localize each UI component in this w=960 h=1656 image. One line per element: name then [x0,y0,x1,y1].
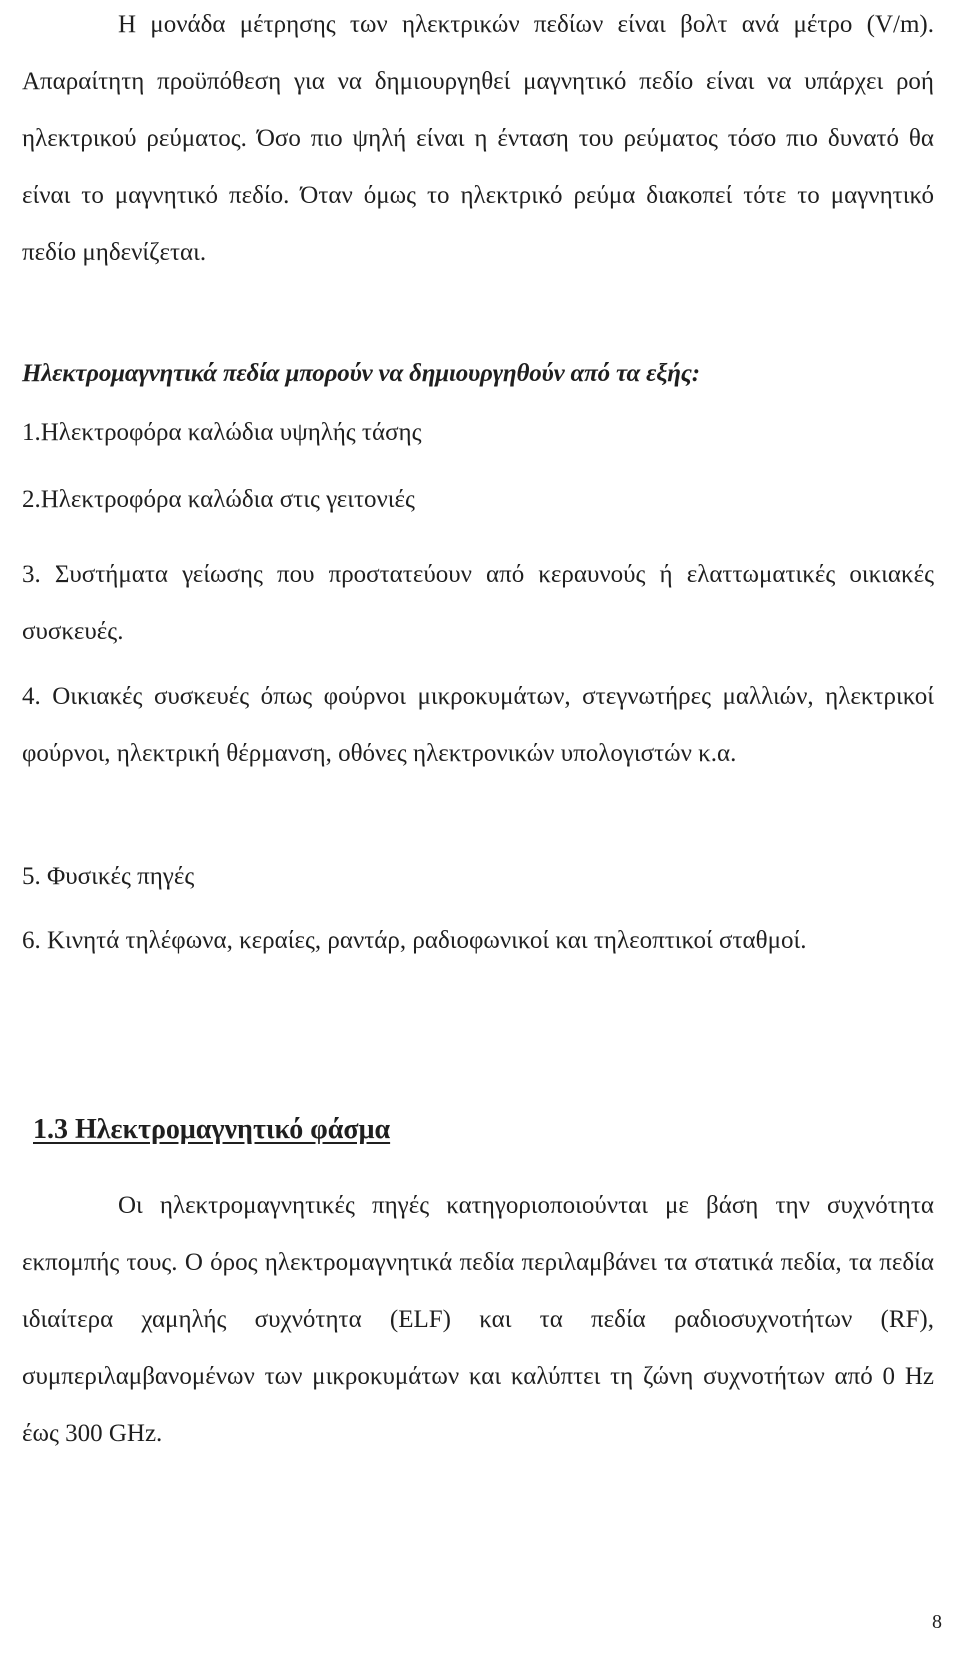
source-item-3: 3. Συστήματα γείωσης που προστατεύουν από κεραυνούς ή ελαττωματικές οικιακές συσκευές. [22,561,934,645]
source-item-4: 4. Οικιακές συσκευές όπως φούρνοι μικροκυμάτων, στεγνωτήρες μαλλιών, ηλεκτρικοί φούρνοι, ηλεκτρική θέρμανση, οθόνες ηλεκτρονικών υπολογιστών κ.α. [22,683,934,767]
source-item-1: 1.Ηλεκτροφόρα καλώδια υψηλής τάσης [22,419,422,446]
intro-paragraph: Η μονάδα μέτρησης των ηλεκτρικών πεδίων είναι βολτ ανά μέτρο (V/m). Απαραίτητη προϋπόθεση για να δημιουργηθεί μαγνητικό πεδίο είναι να υπάρχει ροή ηλεκτρικού ρεύματος. Όσο πιο ψηλή είναι η ένταση του ρεύματος τόσο πιο δυνατό θα είναι το μαγνητικό πεδίο. Όταν όμως το ηλεκτρικό ρεύμα διακοπεί τότε το μαγνητικό πεδίο μηδενίζεται. [22,11,934,266]
source-item-2: 2.Ηλεκτροφόρα καλώδια στις γειτονιές [22,486,415,513]
section-paragraph: Οι ηλεκτρομαγνητικές πηγές κατηγοριοποιούνται με βάση την συχνότητα εκπομπής τους. Ο όρος ηλεκτρομαγνητικά πεδία περιλαμβάνει τα στατικά πεδία, τα πεδία ιδιαίτερα χαμηλής συχνότητα (ELF) και τα πεδία ραδιοσυχνοτήτων (RF), συμπεριλαμβανομένων των μικροκυμάτων και καλύπτει τη ζώνη συχνοτήτων από 0 Hz έως 300 GHz. [22,1192,934,1447]
section-heading: 1.3 Ηλεκτρομαγνητικό φάσμα [33,1114,391,1145]
sources-heading: Ηλεκτρομαγνητικά πεδία μπορούν να δημιουργηθούν από τα εξής: [22,360,700,387]
source-item-5: 5. Φυσικές πηγές [22,863,195,890]
source-item-6: 6. Κινητά τηλέφωνα, κεραίες, ραντάρ, ραδιοφωνικοί και τηλεοπτικοί σταθμοί. [22,927,807,954]
page-number: 8 [932,1611,942,1633]
